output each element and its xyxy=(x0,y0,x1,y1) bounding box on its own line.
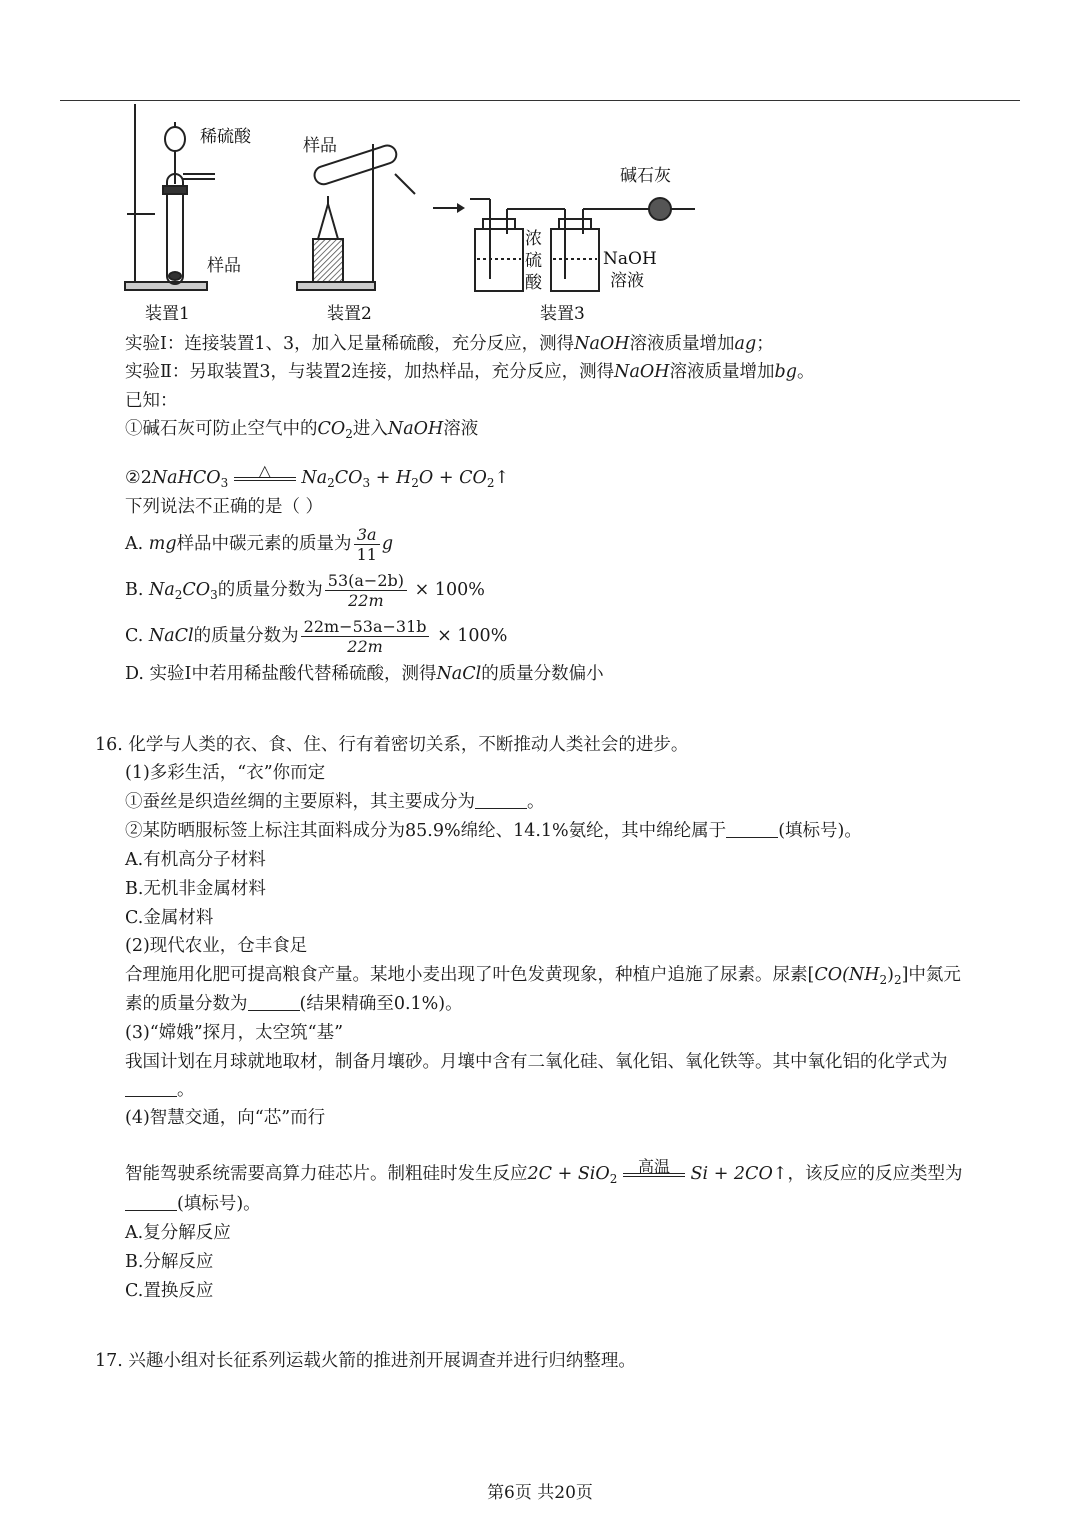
q16-part1-a: ①蚕丝是织造丝绸的主要原料，其主要成分为 。 xyxy=(125,792,545,812)
q16-part2: (2)现代农业，仓丰食足 xyxy=(125,936,308,956)
label-sulf: 硫 xyxy=(525,251,542,271)
option-c: C. NaCl的质量分数为 $\frac{22m-53a-31b}{22m}$ × 100% xyxy=(125,617,508,656)
label-conc: 浓 xyxy=(525,229,542,249)
known-1: ①碱石灰可防止空气中的$CO_2$进入NaOH溶液 xyxy=(125,419,479,441)
answer-blank[interactable] xyxy=(125,1080,177,1097)
label-naoh: NaOH xyxy=(603,249,657,269)
question-stem: 下列说法不正确的是（ ） xyxy=(125,497,324,517)
q16-reaction-c: C.置换反应 xyxy=(125,1281,214,1301)
label-solution: 溶液 xyxy=(610,271,644,291)
q16-reaction-a: A.复分解反应 xyxy=(125,1223,231,1243)
label-lime: 碱石灰 xyxy=(620,166,671,186)
q16-part4-b: (填标号)。 xyxy=(125,1192,261,1216)
q16-reaction-b: B.分解反应 xyxy=(125,1252,214,1272)
q16-part4-a: 智能驾驶系统需要高算力硅芯片。制粗硅时发生反应2C + SiO$_2$ 高温 Si + 2CO↑，该反应的反应类型为 xyxy=(125,1157,963,1186)
label-acid-2: 酸 xyxy=(525,273,542,293)
experiment-1: 实验Ⅰ：连接装置1、3，加入足量稀硫酸，充分反应，测得NaOH溶液质量增加ag； xyxy=(125,334,774,354)
experiment-2: 实验Ⅱ：另取装置3，与装置2连接，加热样品，充分反应，测得NaOH溶液质量增加bg。 xyxy=(125,362,815,382)
q16-title: 16. 化学与人类的衣、食、住、行有着密切关系，不断推动人类社会的进步。 xyxy=(95,735,689,755)
q16-part2-a: 合理施用化肥可提高粮食产量。某地小麦出现了叶色发黄现象，种植户追施了尿素。尿素$[CO(NH_2)_2]$中氮元 xyxy=(125,965,961,987)
answer-blank[interactable] xyxy=(726,821,778,838)
known-label: 已知： xyxy=(125,391,178,411)
option-d: D. 实验Ⅰ中若用稀盐酸代替稀硫酸，测得NaCl的质量分数偏小 xyxy=(125,664,604,684)
device-3 xyxy=(470,198,695,291)
option-a: A. mg样品中碳元素的质量为 $\frac{3a}{11}$ g xyxy=(125,525,394,564)
q16-part2-b: 素的质量分数为 (结果精确至0.1%)。 xyxy=(125,994,463,1014)
page-footer: 第6页 共20页 xyxy=(487,1483,593,1503)
q16-option-b: B.无机非金属材料 xyxy=(125,879,266,899)
header-rule xyxy=(60,100,1020,101)
q16-part3: (3)“嫦娥”探月，太空筑“基” xyxy=(125,1023,344,1043)
q16-part3-b: 。 xyxy=(125,1078,195,1102)
label-device-2: 装置2 xyxy=(327,304,372,324)
answer-blank[interactable] xyxy=(125,1194,177,1211)
q16-part1-b: ②某防晒服标签上标注其面料成分为85.9%绵纶、14.1%氨纶，其中绵纶属于 (填标号)。 xyxy=(125,821,862,841)
q16-part4: (4)智慧交通，向“芯”而行 xyxy=(125,1108,326,1128)
answer-blank[interactable] xyxy=(475,792,527,809)
q16-part3-a: 我国计划在月球就地取材，制备月壤砂。月壤中含有二氧化硅、氧化铝、氧化铁等。其中氧化铝的化学式为 xyxy=(125,1052,948,1072)
apparatus-figure xyxy=(115,104,715,326)
label-sample-1: 样品 xyxy=(207,256,241,276)
label-device-1: 装置1 xyxy=(145,304,190,324)
q16-part1: (1)多彩生活，“衣”你而定 xyxy=(125,763,326,783)
q16-option-c: C.金属材料 xyxy=(125,908,214,928)
label-device-3: 装置3 xyxy=(540,304,585,324)
label-sample-2: 样品 xyxy=(303,136,337,156)
known-2-equation: ②2NaHCO$_3$ △ $Na_2CO_3 + H_2O$ + $CO_2↑$ xyxy=(125,461,510,490)
q16-option-a: A.有机高分子材料 xyxy=(125,850,266,870)
q17-title: 17. 兴趣小组对长征系列运载火箭的推进剂开展调查并进行归纳整理。 xyxy=(95,1351,636,1371)
label-acid: 稀硫酸 xyxy=(200,127,251,147)
device-2 xyxy=(297,143,415,290)
option-b: B. $Na_2CO_3$的质量分数为 $\frac{53(a-2b)}{22m}$ × 100% xyxy=(125,571,485,610)
answer-blank[interactable] xyxy=(248,994,300,1011)
